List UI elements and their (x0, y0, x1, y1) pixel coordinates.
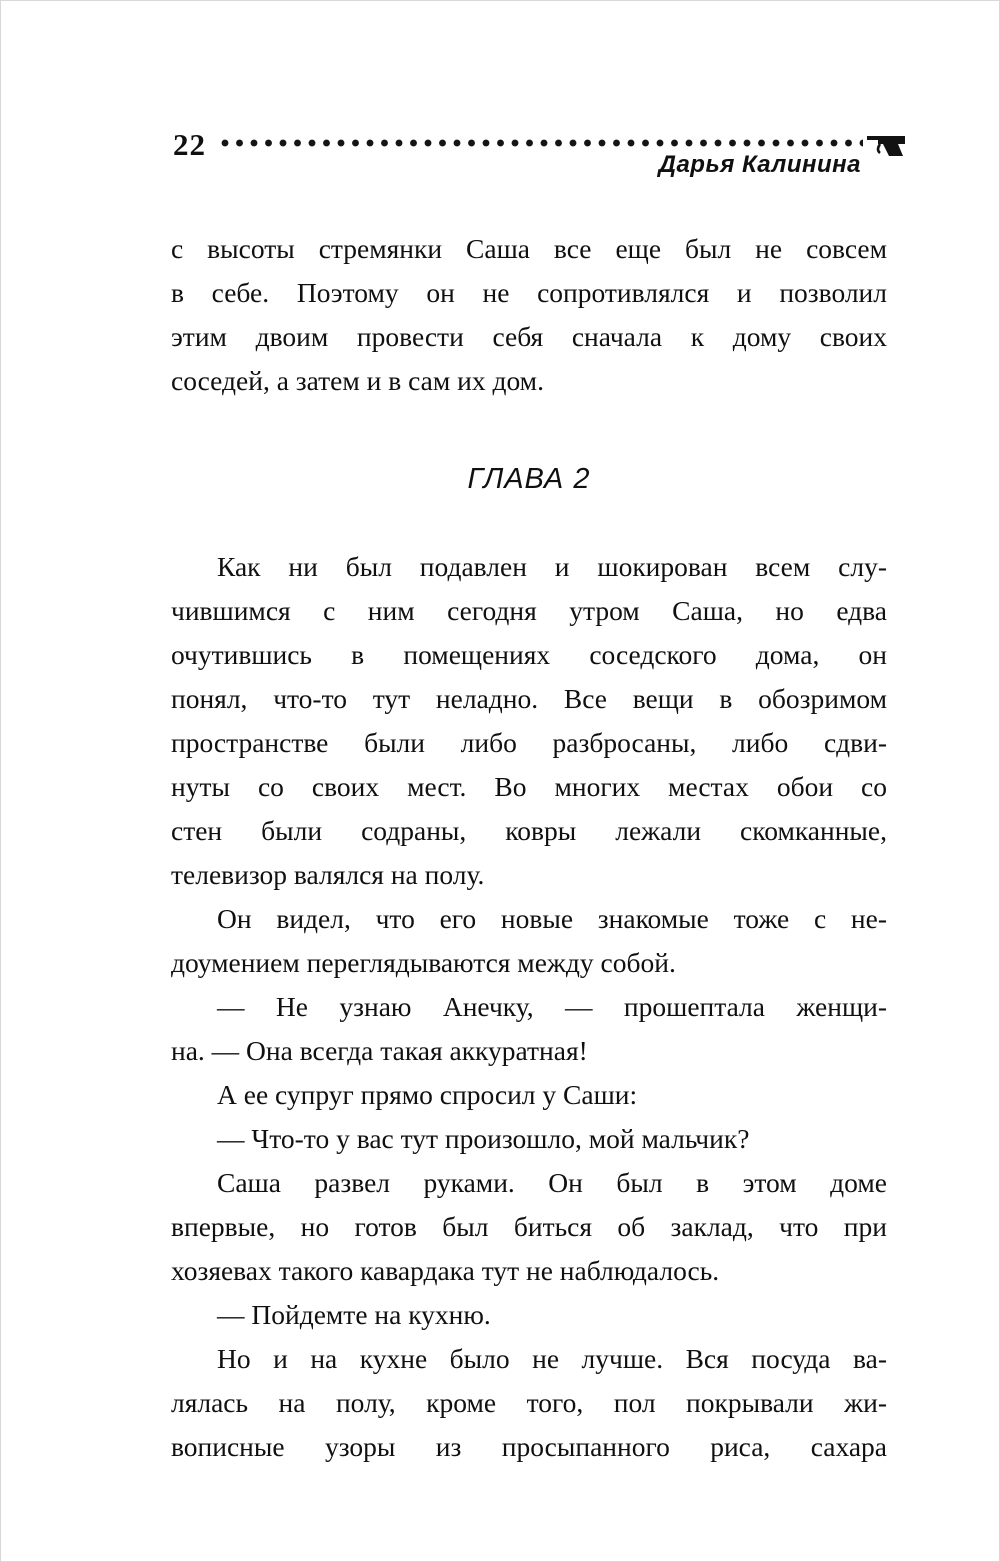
text-line: — Что-то у вас тут произошло, мой мальчик? (217, 1123, 750, 1154)
text-line: пространстве были либо разбросаны, либо сдви- (171, 727, 887, 758)
text-line: этим двоим провести себя сначала к дому своих (171, 321, 887, 352)
text-line: с высоты стремянки Саша все еще был не совсем (171, 233, 887, 264)
text-line: Но и на кухне было не лучше. Вся посуда ва- (217, 1343, 887, 1374)
paragraph (171, 1073, 887, 1117)
page-body (171, 227, 887, 1469)
page-header (171, 127, 887, 201)
gun-icon (865, 129, 907, 161)
text-line: доумением переглядываются между собой. (171, 947, 676, 978)
text-line: в себе. Поэтому он не сопротивлялся и позволил (171, 277, 887, 308)
text-line: лялась на полу, кроме того, пол покрывали жи- (171, 1387, 887, 1418)
text-line: хозяевах такого кавардака тут не наблюдалось. (171, 1255, 720, 1286)
text-line: телевизор валялся на полу. (171, 859, 485, 890)
paragraph (171, 897, 887, 985)
text-line: Он видел, что его новые знакомые тоже с не- (217, 903, 887, 934)
page-content (171, 127, 887, 1469)
running-title-author: Дарья Калинина (658, 151, 861, 178)
paragraph (171, 985, 887, 1073)
paragraph (171, 1293, 887, 1337)
text-line: чившимся с ним сегодня утром Саша, но едва (171, 595, 887, 626)
text-line: на. — Она всегда такая аккуратная! (171, 1035, 588, 1066)
paragraph (171, 1161, 887, 1293)
paragraph (171, 1117, 887, 1161)
text-line: стен были содраны, ковры лежали скомканные, (171, 815, 887, 846)
text-line: соседей, а затем и в сам их дом. (171, 365, 544, 396)
text-line: — Не узнаю Анечку, — прошептала женщи- (217, 991, 887, 1022)
text-line: очутившись в помещениях соседского дома, он (171, 639, 887, 670)
text-line: понял, что-то тут неладно. Все вещи в обозримом (171, 683, 887, 714)
text-line: нуты со своих мест. Во многих местах обои со (171, 771, 887, 802)
paragraph (171, 227, 887, 403)
text-line: — Пойдемте на кухню. (217, 1299, 491, 1330)
page-number: 22 (173, 127, 206, 162)
text-line: А ее супруг прямо спросил у Саши: (217, 1079, 638, 1110)
paragraph (171, 1337, 887, 1469)
dotted-divider (221, 139, 863, 147)
text-line: вописные узоры из просыпанного риса, сахара (171, 1431, 887, 1462)
paragraph (171, 545, 887, 897)
text-line: Как ни был подавлен и шокирован всем слу- (217, 551, 887, 582)
text-line: впервые, но готов был биться об заклад, что при (171, 1211, 887, 1242)
text-line: Саша развел руками. Он был в этом доме (217, 1167, 887, 1198)
chapter-heading: ГЛАВА 2 (467, 463, 591, 495)
